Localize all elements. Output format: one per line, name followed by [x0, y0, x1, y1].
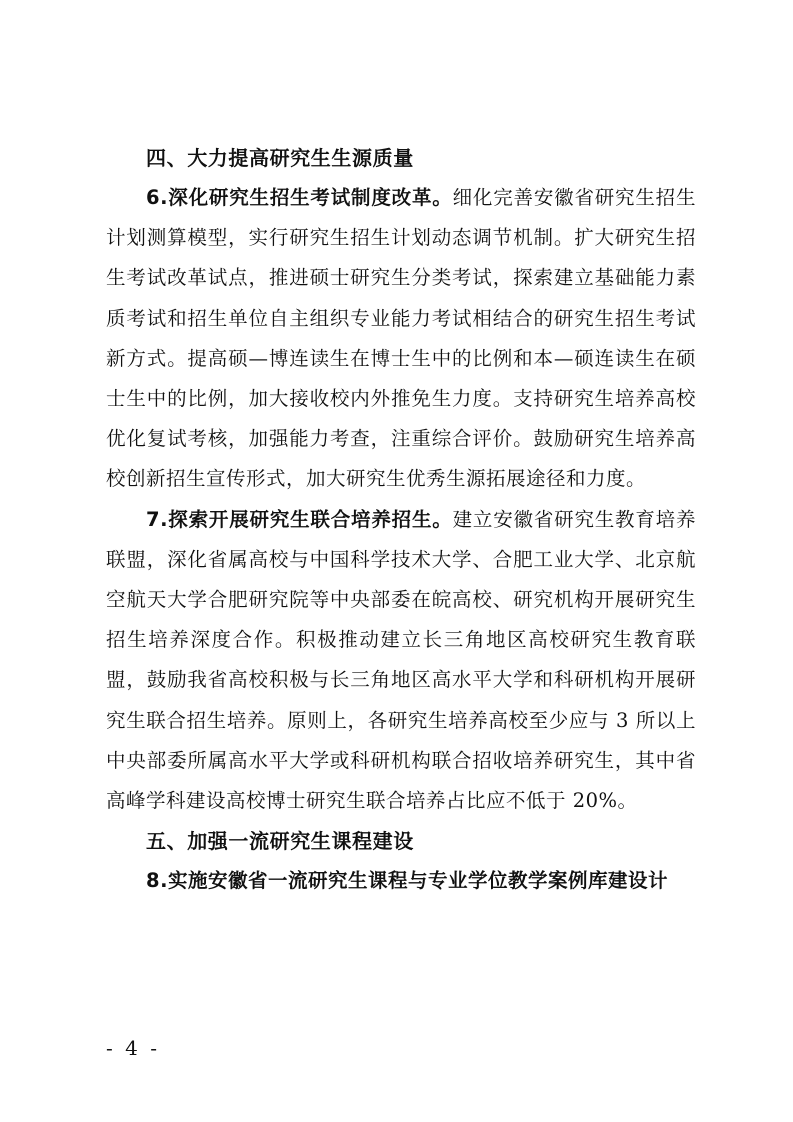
- section-heading: 四、大力提高研究生生源质量: [146, 146, 414, 170]
- document-body: [106, 138, 696, 901]
- paragraph-lead: 8.实施安徽省一流研究生课程与专业学位教学案例库建设计: [146, 869, 668, 893]
- paragraph-body: 建立安徽省研究生教育培养联盟，深化省属高校与中国科学技术大学、合肥工业大学、北京航空航天大学合肥研究院等中央部委在皖高校、研究机构开展研究生招生培养深度合作。积极推动建立长三角地区高校研究生教育联盟，鼓励我省高校积极与长三角地区高水平大学和科研机构开展研究生联合招生培养。原则上，各研究生培养高校至少应与 3 所以上中央部委所属高水平大学或科研机构联合招收培养研究生，其中省高峰学科建设高校博士研究生联合培养占比应不低于 20%。: [106, 507, 696, 813]
- paragraph-body: 细化完善安徽省研究生招生计划测算模型，实行研究生招生计划动态调节机制。扩大研究生招生考试改革试点，推进硕士研究生分类考试，探索建立基础能力素质考试和招生单位自主组织专业能力考试相结合的研究生招生考试新方式。提高硕—博连读生在博士生中的比例和本—硕连读生在硕士生中的比例，加大接收校内外推免生力度。支持研究生培养高校优化复试考核，加强能力考查，注重综合评价。鼓励研究生培养高校创新招生宣传形式，加大研究生优秀生源拓展途径和力度。: [106, 186, 696, 491]
- paragraph-lead: 7.探索开展研究生联合培养招生。: [146, 507, 453, 531]
- paragraph: [106, 178, 696, 500]
- page-number: - 4 -: [106, 1036, 160, 1060]
- paragraph: [106, 861, 696, 901]
- paragraph-lead: 6.深化研究生招生考试制度改革。: [146, 186, 453, 209]
- paragraph: [106, 500, 696, 822]
- section-heading: 五、加强一流研究生课程建设: [146, 829, 414, 854]
